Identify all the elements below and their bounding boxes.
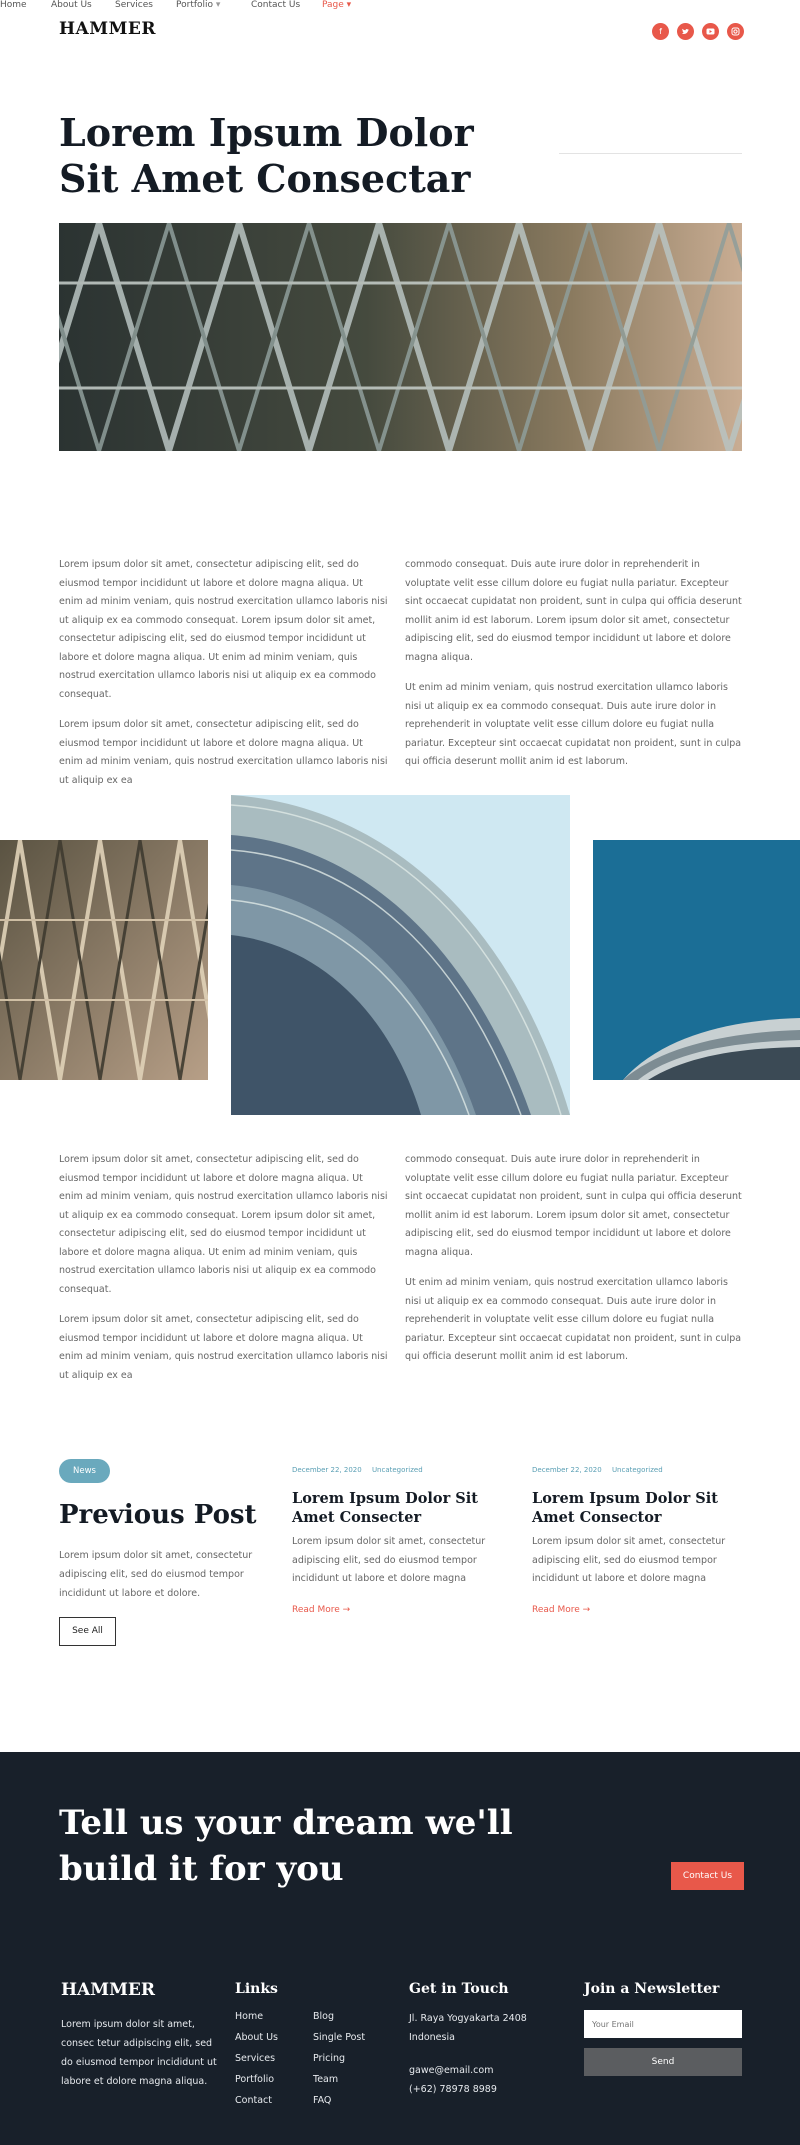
gallery-image-right	[593, 840, 800, 1080]
newsletter-send-button[interactable]: Send	[584, 2048, 742, 2076]
post-card	[532, 1466, 742, 1615]
contact-us-button[interactable]: Contact Us	[671, 1862, 744, 1890]
cta-line-2: build it for you	[59, 1849, 344, 1889]
divider	[559, 153, 742, 154]
nav-page[interactable]	[322, 0, 351, 10]
paragraph: commodo consequat. Duis aute irure dolor in reprehenderit in voluptate velit esse cillum dolore eu fugiat nulla pariatur. Excepteur sint occaecat cupidatat non proident, sunt in culpa qui officia deserunt mollit anim id est laborum. Lorem ipsum dolor sit amet, consectetur adipiscing elit, sed do eiusmod tempor incididunt ut labore et dolore magna aliqua.	[405, 559, 742, 663]
section2-left-column	[59, 1151, 389, 1385]
cta-heading	[59, 1800, 539, 1892]
footer-link-team[interactable]: Team	[313, 2074, 339, 2085]
cta-line-1: Tell us your dream we'll	[59, 1803, 513, 1843]
page-title	[59, 110, 479, 202]
nav-page-label: Page	[322, 0, 344, 10]
page-title-line-2: Sit Amet Consectar	[59, 156, 471, 201]
post-meta	[292, 1466, 492, 1474]
footer-link-portfolio[interactable]: Portfolio	[235, 2074, 275, 2085]
address-line-2: Indonesia	[409, 2032, 455, 2043]
footer-contact-title: Get in Touch	[409, 1981, 509, 1997]
footer-link-about-us[interactable]: About Us	[235, 2032, 279, 2043]
post-title[interactable]: Lorem Ipsum Dolor Sit Amet Consector	[532, 1490, 718, 1526]
newsletter-title: Join a Newsletter	[584, 1981, 720, 1997]
footer-link-contact[interactable]: Contact	[235, 2095, 272, 2106]
footer-phone[interactable]: (+62) 78978 8989	[409, 2084, 497, 2095]
gallery-image-left	[0, 840, 208, 1080]
hero-image	[59, 223, 742, 451]
chevron-down-icon: ▾	[215, 0, 221, 10]
read-more-link[interactable]	[532, 1605, 742, 1615]
twitter-icon[interactable]	[677, 23, 694, 40]
read-more-link[interactable]	[292, 1605, 492, 1615]
nav-services[interactable]: Services	[115, 0, 153, 10]
newsletter-email-input[interactable]	[584, 2010, 742, 2038]
footer	[0, 1752, 800, 2145]
post-category[interactable]: Uncategorized	[371, 1466, 423, 1474]
nav-portfolio[interactable]	[176, 0, 220, 10]
nav-home[interactable]: Home	[0, 0, 27, 10]
section2-right-column	[405, 1151, 743, 1367]
facebook-icon[interactable]: f	[652, 23, 669, 40]
footer-about: Lorem ipsum dolor sit amet, consec tetur adipiscing elit, sed do eiusmod tempor incididunt ut labore et dolore magna aliqua.	[61, 2019, 217, 2087]
post-title[interactable]: Lorem Ipsum Dolor Sit Amet Consecter	[292, 1490, 478, 1526]
gallery-image-center	[231, 795, 570, 1115]
section1-right-column	[405, 556, 743, 772]
see-all-button[interactable]: See All	[59, 1617, 116, 1646]
nav-about-us[interactable]: About Us	[51, 0, 92, 10]
footer-brand[interactable]: HAMMER	[61, 1980, 155, 2000]
paragraph: Lorem ipsum dolor sit amet, consectetur adipiscing elit, sed do eiusmod tempor incididunt ut labore et dolore magna aliqua. Ut enim ad minim veniam, quis nostrud exercitation ullamco laboris nisi ut aliquip ex ea	[59, 1314, 388, 1381]
footer-link-blog[interactable]: Blog	[313, 2011, 334, 2022]
arrow-right-icon: →	[342, 1604, 351, 1615]
post-date[interactable]: December 22, 2020	[292, 1466, 362, 1474]
instagram-icon[interactable]	[727, 23, 744, 40]
youtube-icon[interactable]	[702, 23, 719, 40]
read-more-label: Read More	[532, 1604, 580, 1615]
footer-link-faq[interactable]: FAQ	[313, 2095, 332, 2106]
paragraph: Lorem ipsum dolor sit amet, consectetur adipiscing elit, sed do eiusmod tempor incididunt ut labore et dolore magna aliqua. Ut enim ad minim veniam, quis nostrud exercitation ullamco laboris nisi ut aliquip ex ea commodo consequat. Lorem ipsum dolor sit amet, consectetur adipiscing elit, sed do eiusmod tempor incididunt ut labore et dolore magna aliqua. Ut enim ad minim veniam, quis nostrud exercitation ullamco laboris nisi ut aliquip ex ea commodo consequat.	[59, 559, 388, 700]
footer-link-pricing[interactable]: Pricing	[313, 2053, 346, 2064]
footer-email[interactable]: gawe@email.com	[409, 2065, 494, 2076]
post-meta	[532, 1466, 742, 1474]
footer-address	[409, 2009, 559, 2047]
post-excerpt: Lorem ipsum dolor sit amet, consectetur adipiscing elit, sed do eiusmod tempor incididunt ut labore et dolore magna	[532, 1536, 726, 1584]
footer-links-title: Links	[235, 1981, 278, 1997]
footer-link-services[interactable]: Services	[235, 2053, 276, 2064]
brand-logo[interactable]: HAMMER	[59, 19, 156, 39]
post-category[interactable]: Uncategorized	[611, 1466, 663, 1474]
footer-link-home[interactable]: Home	[235, 2011, 264, 2022]
paragraph: commodo consequat. Duis aute irure dolor in reprehenderit in voluptate velit esse cillum dolore eu fugiat nulla pariatur. Excepteur sint occaecat cupidatat non proident, sunt in culpa qui officia deserunt mollit anim id est laborum. Lorem ipsum dolor sit amet, consectetur adipiscing elit, sed do eiusmod tempor incididunt ut labore et dolore magna aliqua.	[405, 1154, 742, 1258]
post-date[interactable]: December 22, 2020	[532, 1466, 602, 1474]
page-title-line-1: Lorem Ipsum Dolor	[59, 110, 474, 155]
arrow-right-icon: →	[582, 1604, 591, 1615]
post-excerpt: Lorem ipsum dolor sit amet, consectetur adipiscing elit, sed do eiusmod tempor incididunt ut labore et dolore magna	[292, 1536, 486, 1584]
paragraph: Lorem ipsum dolor sit amet, consectetur adipiscing elit, sed do eiusmod tempor incididunt ut labore et dolore magna aliqua. Ut enim ad minim veniam, quis nostrud exercitation ullamco laboris nisi ut aliquip ex ea	[59, 719, 388, 786]
paragraph: Ut enim ad minim veniam, quis nostrud exercitation ullamco laboris nisi ut aliquip ex ea commodo consequat. Duis aute irure dolor in reprehenderit in voluptate velit esse cillum dolore eu fugiat nulla pariatur. Excepteur sint occaecat cupidatat non proident, sunt in culpa qui officia deserunt mollit anim id est laborum.	[405, 682, 742, 767]
nav-contact-us[interactable]: Contact Us	[251, 0, 301, 10]
footer-link-single-post[interactable]: Single Post	[313, 2032, 366, 2043]
chevron-down-icon: ▾	[346, 0, 352, 10]
address-line-1: Jl. Raya Yogyakarta 2408	[409, 2013, 527, 2024]
paragraph: Lorem ipsum dolor sit amet, consectetur adipiscing elit, sed do eiusmod tempor incididunt ut labore et dolore magna aliqua. Ut enim ad minim veniam, quis nostrud exercitation ullamco laboris nisi ut aliquip ex ea commodo consequat. Lorem ipsum dolor sit amet, consectetur adipiscing elit, sed do eiusmod tempor incididunt ut labore et dolore magna aliqua. Ut enim ad minim veniam, quis nostrud exercitation ullamco laboris nisi ut aliquip ex ea commodo consequat.	[59, 1154, 388, 1295]
previous-post-heading: Previous Post	[59, 1500, 257, 1530]
previous-post-intro: Lorem ipsum dolor sit amet, consectetur adipiscing elit, sed do eiusmod tempor incididunt ut labore et dolore.	[59, 1550, 253, 1599]
news-badge[interactable]: News	[59, 1459, 110, 1483]
read-more-label: Read More	[292, 1604, 340, 1615]
post-card	[292, 1466, 492, 1615]
section1-left-column	[59, 556, 389, 790]
nav-portfolio-label: Portfolio	[176, 0, 214, 10]
paragraph: Ut enim ad minim veniam, quis nostrud exercitation ullamco laboris nisi ut aliquip ex ea commodo consequat. Duis aute irure dolor in reprehenderit in voluptate velit esse cillum dolore eu fugiat nulla pariatur. Excepteur sint occaecat cupidatat non proident, sunt in culpa qui officia deserunt mollit anim id est laborum.	[405, 1277, 742, 1362]
